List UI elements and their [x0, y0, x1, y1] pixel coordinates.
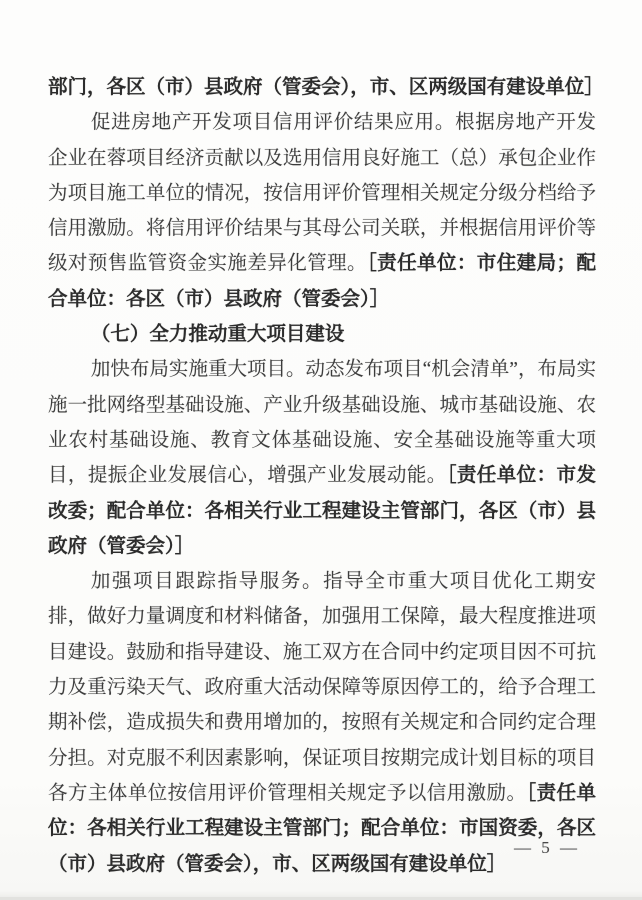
paragraph-major-project-layout [48, 352, 596, 564]
paragraph-project-tracking-guidance [48, 564, 596, 882]
paragraph-responsibility-continuation [48, 70, 604, 105]
responsibility-unit-note: ［责任单位：各相关行业工程建设主管部门；配合单位：市国资委，各区（市）县政府（管委会），市、区两级国有建设单位］ [48, 782, 596, 875]
body-text: 加强项目跟踪指导服务。指导全市重大项目优化工期安排，做好力量调度和材料储备，加强用工保障，最大程度推进项目建设。鼓励和指导建设、施工双方在合同中约定项目因不可抗力及重污染天气、政府重大活动保障等原因停工的，给予合理工期补偿，造成损失和费用增加的，按照有关规定和合同约定合理分担。对克服不利因素影响，保证项目按期完成计划目标的项目各方主体单位按信用评价管理相关规定予以信用激励。 [48, 571, 596, 804]
body-text: 促进房地产开发项目信用评价结果应用。根据房地产开发企业在蓉项目经济贡献以及选用信用良好施工（总）承包企业作为项目施工单位的情况，按信用评价管理相关规定分级分档给予信用激励。将信用评价结果与其母公司关联，并根据信用评价等级对预售监管资金实施差异化管理。 [48, 112, 596, 275]
responsibility-unit-note: ［责任单位：市发改委；配合单位：各相关行业工程建设主管部门，各区（市）县政府（管委会）］ [48, 465, 596, 557]
paragraph-credit-evaluation-application [48, 105, 596, 317]
section-heading-text: （七）全力推动重大项目建设 [90, 324, 345, 346]
responsibility-unit-note: 部门，各区（市）县政府（管委会），市、区两级国有建设单位］ [48, 77, 604, 98]
page-number: — 5 — [514, 838, 580, 857]
paragraph-section-seven-heading [48, 317, 596, 352]
responsibility-unit-note: ［责任单位：市住建局；配合单位：各区（市）县政府（管委会）］ [48, 253, 596, 310]
body-text: 加快布局实施重大项目。动态发布项目“机会清单”，布局实施一批网络型基础设施、产业升级基础设施、城市基础设施、农业农村基础设施、教育文体基础设施、安全基础设施等重大项目，提振企业发展信心，增强产业发展动能。 [48, 359, 596, 487]
